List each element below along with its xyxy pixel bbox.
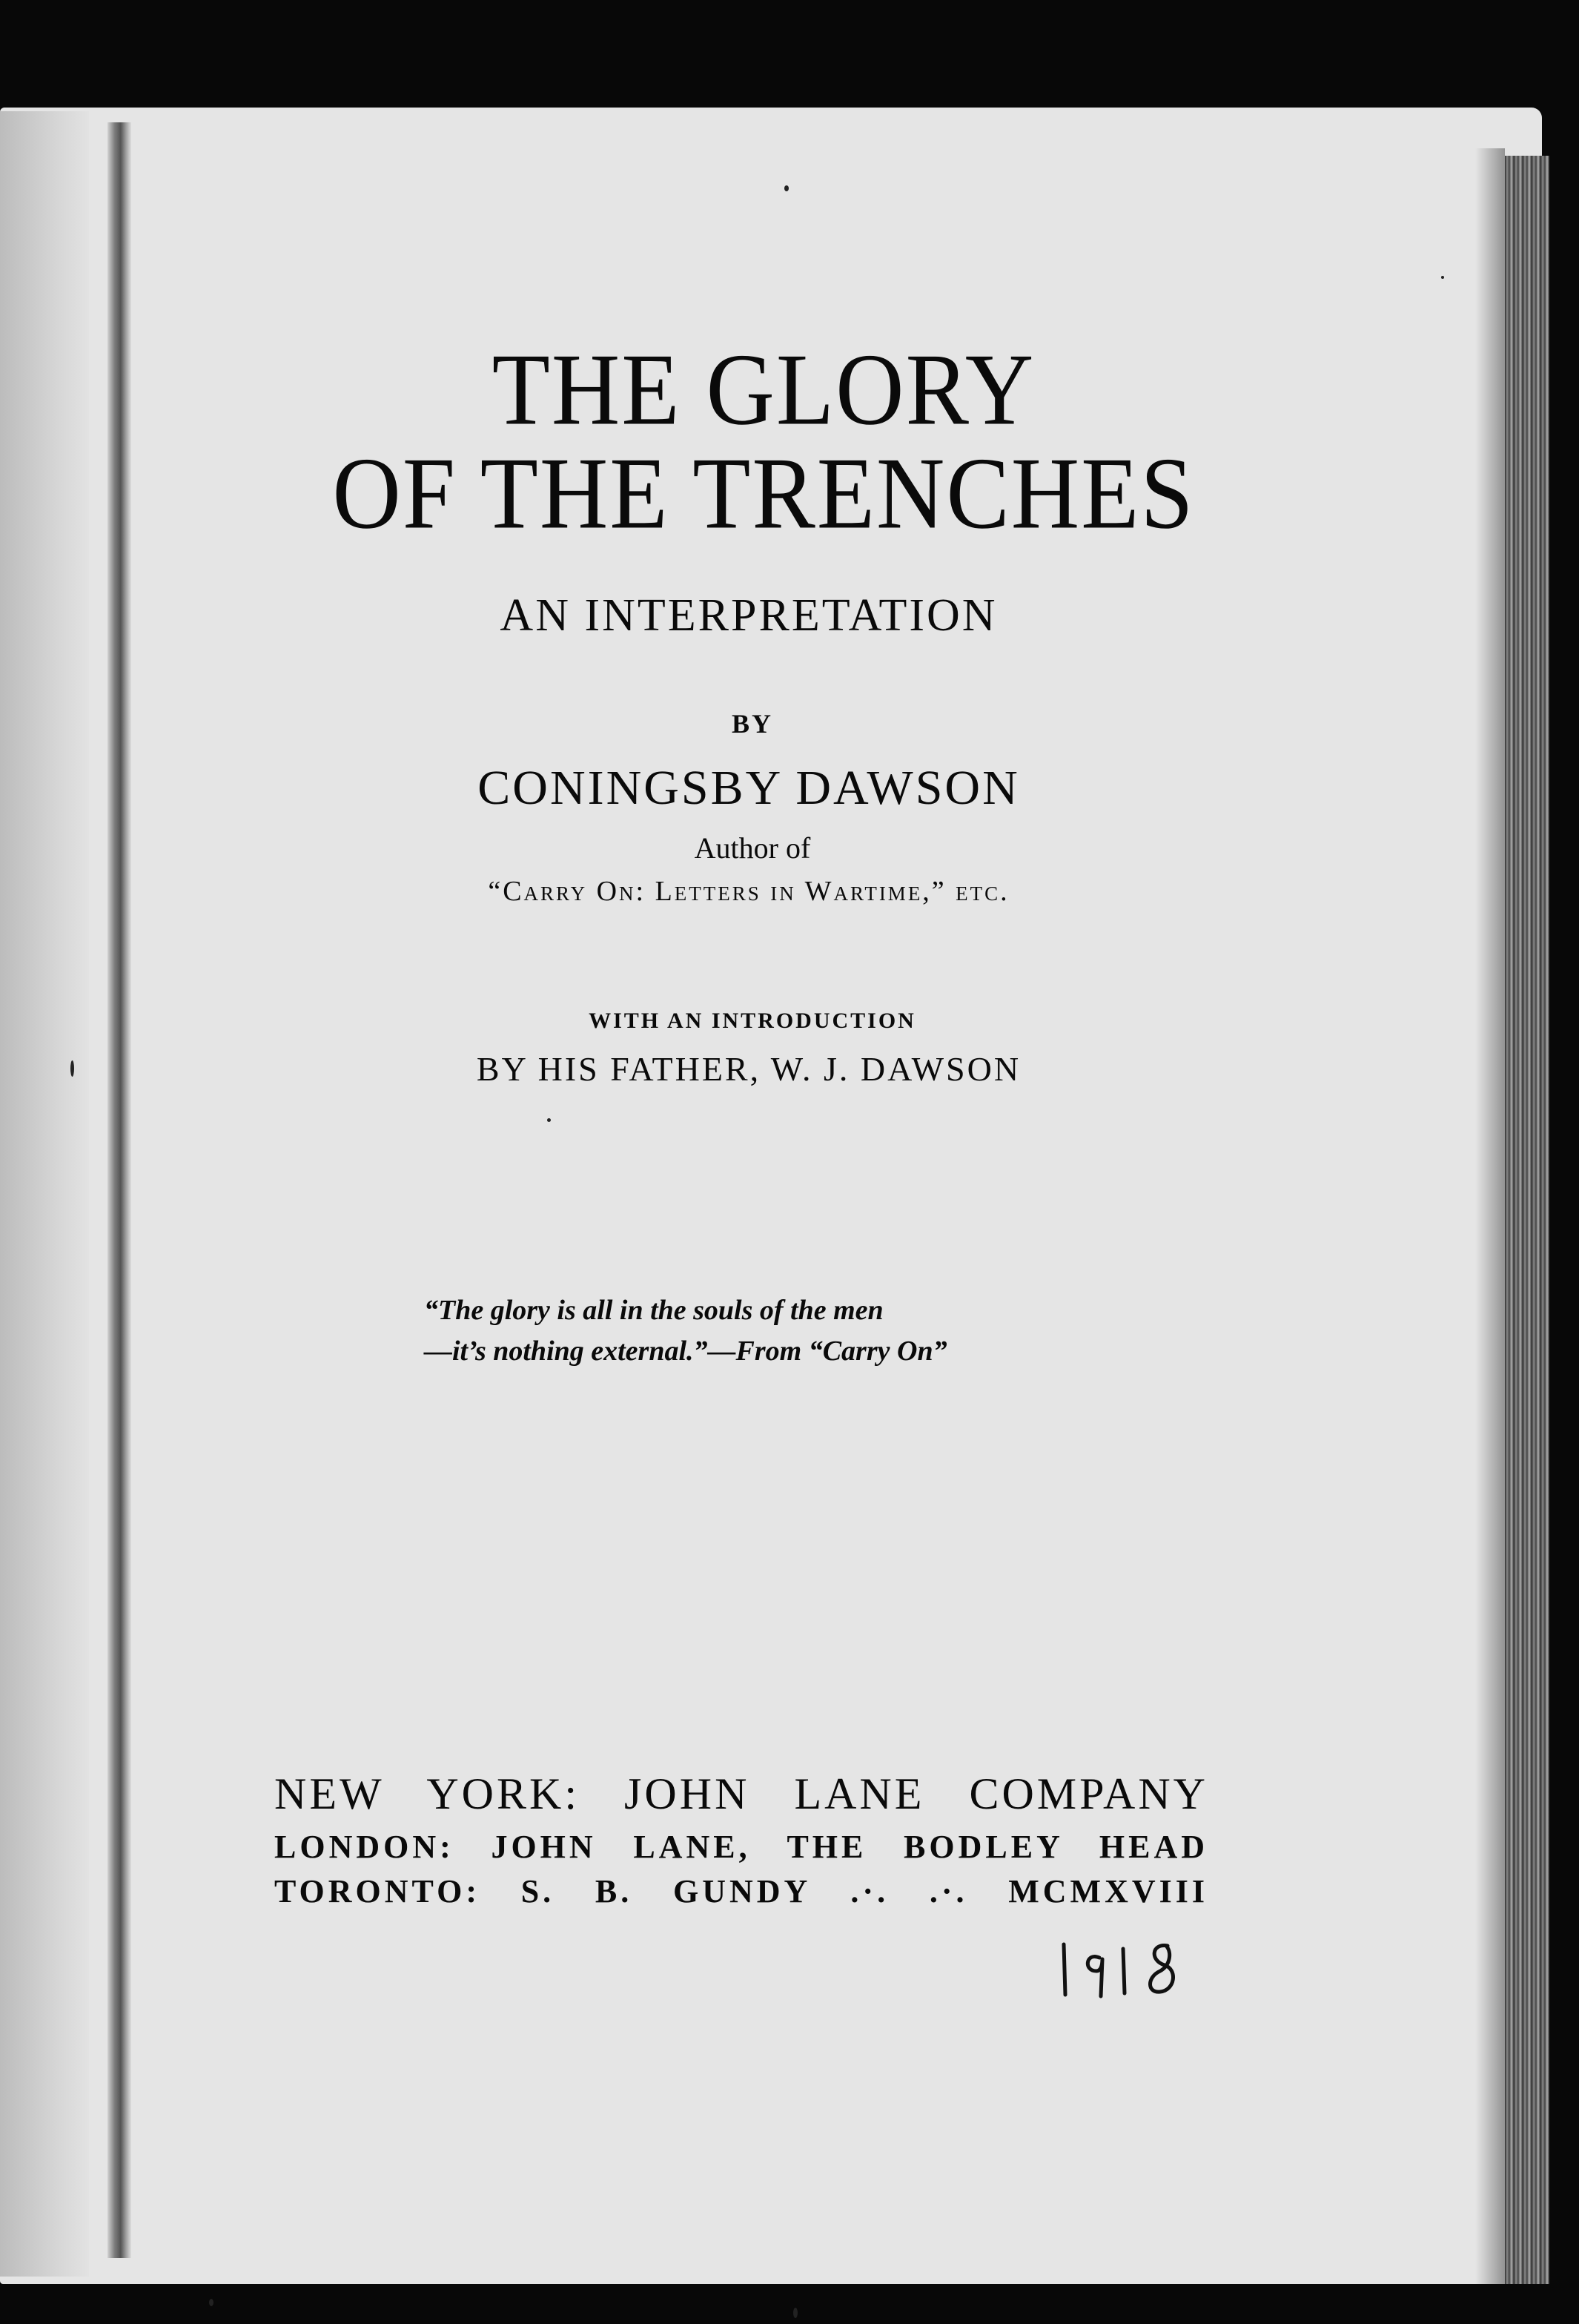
scan-speck xyxy=(209,2299,213,2306)
imprint-london: LONDON: JOHN LANE, THE BODLEY HEAD xyxy=(274,1829,1208,1865)
scan-speck xyxy=(784,185,789,191)
introduction-line-2: BY HIS FATHER, W. J. DAWSON xyxy=(476,1050,1022,1088)
epigraph-line-1: “The glory is all in the souls of the men xyxy=(424,1295,884,1326)
scan-speck xyxy=(1441,276,1444,279)
scan-speck xyxy=(793,2308,798,2318)
scan-speck xyxy=(547,1118,551,1122)
title-line-2: OF THE TRENCHES xyxy=(332,436,1195,550)
handwritten-year xyxy=(1056,1935,1182,2002)
previous-work: “Carry On: Letters in Wartime,” etc. xyxy=(488,876,1010,907)
subtitle: AN INTERPRETATION xyxy=(500,590,998,641)
author-of-label: Author of xyxy=(694,831,811,865)
epigraph-line-2: —it’s nothing external.”—From “Carry On” xyxy=(424,1336,947,1367)
imprint-new-york: NEW YORK: JOHN LANE COMPANY xyxy=(274,1769,1208,1818)
scan-speck xyxy=(70,1060,74,1077)
by-label: BY xyxy=(731,709,773,739)
introduction-line-1: WITH AN INTRODUCTION xyxy=(589,1009,916,1033)
imprint-toronto: TORONTO: S. B. GUNDY .·. .·. MCMXVIII xyxy=(274,1873,1208,1909)
title-line-1: THE GLORY xyxy=(491,332,1036,446)
author-name: CONINGSBY DAWSON xyxy=(477,761,1020,815)
